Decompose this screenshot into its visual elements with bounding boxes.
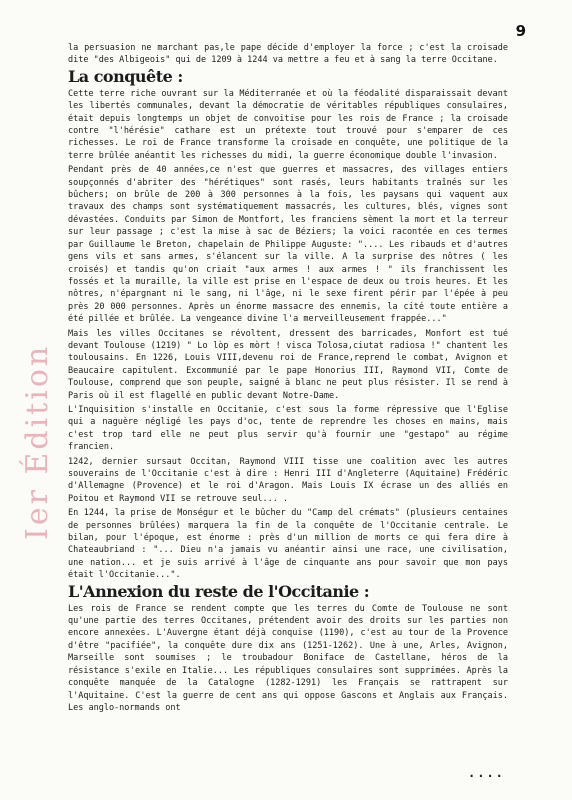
document-body: [68, 42, 508, 716]
edition-stamp: Ier Édition: [20, 343, 55, 540]
paragraph: L'Inquisition s'installe en Occitanie, c'est sous la forme répressive que l'Eglise qui a naguère négligé les pays d'oc, tente de reprendre les choses en mains, mais c'est trop tard elle ne peut plus servir qu'à fournir une "gestapo" au régime francien.: [68, 404, 508, 453]
section-heading-annexion: L'Annexion du reste de l'Occitanie :: [68, 581, 370, 601]
paragraph: Mais les villes Occitanes se révoltent, dressent des barricades, Monfort est tué devant Toulouse (1219) " Lo lòp es mòrt ! visca Tolosa,ciutat radiosa !" chantent les toulousains. En 1226, Louis VIII,devenu roi de France,reprend le combat, Avignon et Beaucaire capitulent. Excommunié par le pape Honorius III, Raymond VII, Comte de Toulouse, comprend que son peuple, saigné à blanc ne peut plus résister. Il se rend à Paris où il est flagellé en public devant Notre-Dame.: [68, 328, 508, 401]
paragraph: En 1244, la prise de Monségur et le bûcher du "Camp del crémats" (plusieurs centaines de personnes brûlées) marquera la fin de la conquête de l'Occitanie centrale. Le bilan, pour l'époque, est énorme : près d'un million de morts ce qui fera dire à Chateaubriand : "... Dieu n'a jamais vu anéantir ainsi une race, une civilisation, une nation... et je suis arrivé à l'âge de cinquante ans pour savoir que mon pays était l'Occitanie...".: [68, 508, 508, 581]
paragraph: Cette terre riche ouvrant sur la Méditerranée et où la féodalité disparaissait devant les libertés communales, devant la démocratie de véritables républiques consulaires, était depuis longtemps un objet de convoitise pour les rois de France ; la croisade contre "l'hérésie" cathare est un prétexte tout trouvé pour s'emparer de ces richesses. Le roi de France transforme la croisade en conquête, une politique de la terre brûlée anéantit les richesses du midi, la guerre économique double l'invasion.: [68, 88, 508, 161]
paragraph: Pendant près de 40 années,ce n'est que guerres et massacres, des villages entiers soupçonnés d'abriter des "hérétiques" sont rasés, leurs habitants traînés sur les bûchers; on brûle de 200 à 300 personnes à la fois, les paysans qui vaquent aux travaux des champs sont systématiquement massacrés, les cultures, blés, vignes sont dévastées. Conduits par Simon de Montfort, les franciens sèment la mort et la terreur sur leur passage ; c'est la mise à sac de Béziers; la voici racontée en ces termes par Guillaume le Breton, chapelain de Philippe Auguste: ".... Les ribauds et d'autres gens vils et sans armes, s'élancent sur la ville. A la surprise des nôtres ( les croisés) et tandis qu'on criait "aux armes ! aux armes ! " ils franchissent les fossés et la muraille, la ville est prise en l'espace de deux ou trois heures. Et les nôtres, n'épargnant ni le sang, ni l'âge, ni le sexe firent périr par l'épée à peu près 20 000 personnes. Après un énorme massacre des ennemis, la cité toute entière a été pillée et brûlée. La vengeance divine l'a merveilleusement frappée...": [68, 165, 508, 325]
paragraph: 1242, dernier sursaut Occitan, Raymond VIII tisse une coalition avec les autres souverains de l'Occitanie c'est à dire : Henri III d'Angleterre (Aquitaine) Frédéric d'Allemagne (Provence) et le roi d'Aragon. Mais Louis IX écrase un des alliés en Poitou et Raymond VII se retrouve seul... .: [68, 456, 508, 504]
continuation-ellipsis: ....: [468, 766, 505, 780]
paragraph: Les rois de France se rendent compte que les terres du Comte de Toulouse ne sont qu'une partie des terres Occitanes, prétendent avoir des droits sur les parties non encore annexées. L'Auvergne étant déjà conquise (1190), c'est au tour de la Provence d'être "pacifiée", la conquête dure dix ans (1251-1262). Une à une, Arles, Avignon, Marseille sont soumises ; le troubadour Boniface de Castellane, héros de la résistance s'exile en Italie... Les républiques consulaires sont supprimées. Après la conquête manquée de la Catalogne (1282-1291) les Français se rattrapent sur l'Aquitaine. C'est la guerre de cent ans qui oppose Gascons et Anglais aux Français. Les anglo-normands ont: [68, 603, 508, 713]
section-heading-conquete: La conquête :: [68, 66, 183, 86]
page-number: 9: [515, 22, 526, 40]
intro-paragraph: la persuasion ne marchant pas,le pape décide d'employer la force ; c'est la croisade dite "des Albigeois" qui de 1209 à 1244 va mettre a feu et à sang la terre Occitane.: [68, 43, 508, 66]
